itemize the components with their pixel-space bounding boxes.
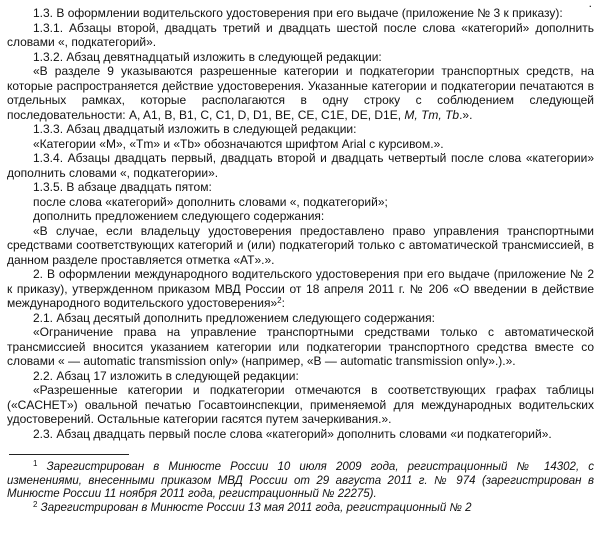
paragraph-1-3-2: 1.3.2. Абзац девятнадцатый изложить в следующей редакции: [33, 49, 382, 64]
footnote-ref-2: 2 [277, 296, 282, 305]
quote-cachet: «Разрешенные категории и подкатегории отмечаются в соответствующих графах таблицы («CACHET») овальной печатью Госавтоинспекции, применяемой для международных водительских удостоверений. Остальные категории гасятся путем зачеркивания.». [7, 383, 594, 426]
quote-restriction: «Ограничение права на управление транспортными средствами только с автоматической трансмиссией вносится указанием категории или подкатегории транспортного средства вместе со словами « — automatic transmission only» (например, «B — automatic transmission only».).». [7, 325, 594, 368]
paragraph-2-2: 2.2. Абзац 17 изложить в следующей редакции: [33, 368, 299, 383]
paragraph-2-1: 2.1. Абзац десятый дополнить предложением следующего содержания: [33, 310, 435, 325]
footnotes [7, 461, 594, 515]
paragraph-2-end: : [281, 296, 285, 310]
paragraph-1-3-3: 1.3.3. Абзац двадцатый изложить в следующей редакции: [33, 122, 357, 136]
footnote-2-text: Зарегистрирован в Минюсте России 13 мая 2011 года, регистрационный № 2 [40, 501, 472, 514]
paragraph-2 [7, 267, 594, 311]
paragraph-2-text: 2. В оформлении международного водительского удостоверения при его выдаче (приложение № 2 к приказу), утвержденном приказом МВД России от 18 апреля 2011 г. № 206 «О введении в действие международного водительского удостоверения» [7, 267, 594, 310]
paragraph-after-word: после слова «категорий» дополнить словами «, подкатегорий»; [33, 194, 388, 209]
footnote-mark-1: 1 [33, 459, 38, 468]
quote-automatic: «В случае, если владельцу удостоверения предоставлено право управления транспортными средствами соответствующих категорий и (или) подкатегорий только с автоматической трансмиссией, в данном разделе проставляется отметка «AT».». [7, 223, 594, 267]
italic-categories: M, Tm, Tb [404, 107, 460, 122]
footnote-mark-2: 2 [33, 499, 38, 509]
quote-section-9-end: .». [459, 107, 473, 122]
trailing-mark: . [588, 0, 592, 10]
paragraph-1-3: 1.3. В оформлении водительского удостоверения при его выдаче (приложение № 3 к приказу): [33, 6, 563, 20]
footnote-1 [7, 461, 594, 502]
footnote-separator [9, 454, 129, 455]
paragraph-2-3: 2.3. Абзац двадцать первый после слова «категорий» дополнить словами «и подкатегорий». [33, 426, 552, 441]
footnote-1-text: Зарегистрирован в Минюсте России 10 июля 2009 года, регистрационный № 14302, с изменениями, внесенными приказом МВД России от 29 августа 2011 г. № 974 (зарегистрирован в Минюсте России 11 ноября 2011 года, регистрационный № 22275). [7, 461, 594, 500]
document-body [7, 6, 594, 441]
quote-categories-font: «Категории «M», «Tm» и «Tb» обозначаются шрифтом Arial с курсивом.». [33, 136, 444, 151]
quote-section-9-text: «В разделе 9 указываются разрешенные категории и подкатегории транспортных средств, на которые распространяется действие удостоверения. Указанные категории и подкатегории печатаются в отдельных рамках, которые располагаются в одну строку с соблюдением следующей последовательности: A, A1, B, B1, C, C1, D, D1, BE, CE, C1E, DE, D1E, [7, 64, 594, 122]
paragraph-add-sentence: дополнить предложением следующего содержания: [33, 209, 325, 223]
paragraph-1-3-5: 1.3.5. В абзаце двадцать пятом: [33, 180, 212, 194]
paragraph-1-3-1: 1.3.1. Абзацы второй, двадцать третий и двадцать шестой после слова «категорий» дополнить словами «, подкатегорий». [7, 20, 594, 49]
quote-section-9 [7, 64, 594, 122]
paragraph-1-3-4: 1.3.4. Абзацы двадцать первый, двадцать второй и двадцать четвертый после слова «категории» дополнить словами «, подкатегории». [7, 151, 594, 180]
footnote-2 [7, 499, 594, 516]
